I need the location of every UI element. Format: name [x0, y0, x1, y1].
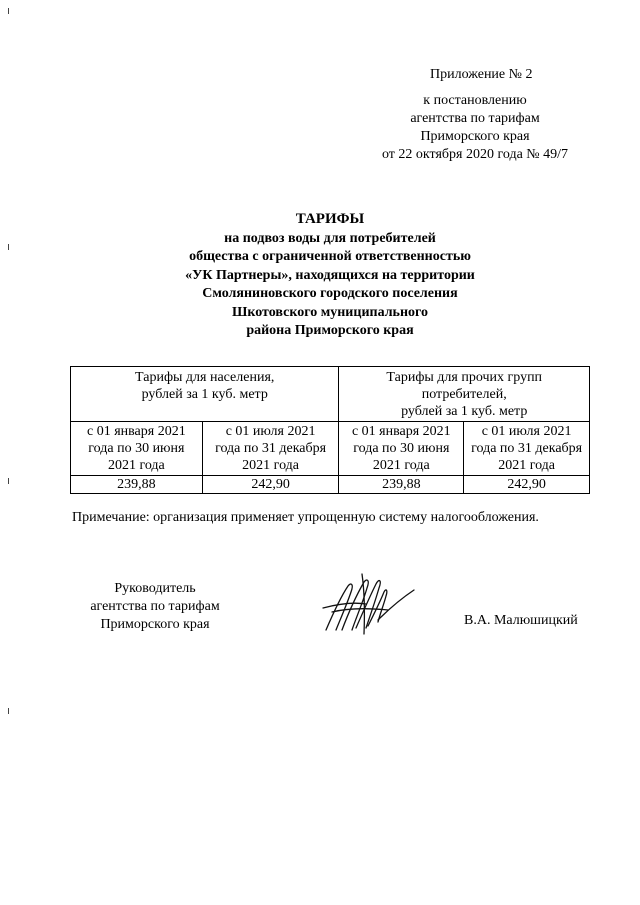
signer-position	[70, 580, 240, 634]
period-text: 2021 года	[242, 458, 299, 473]
signer-line: Руководитель	[114, 581, 196, 596]
table-period-row	[71, 422, 590, 476]
period-text: с 01 января 2021	[86, 424, 186, 439]
period-text: 2021 года	[498, 458, 556, 473]
heading-line: Смоляниновского городского поселения	[202, 286, 458, 301]
period-text: года по 30 июня	[353, 441, 450, 456]
signer-line: Приморского края	[100, 617, 210, 632]
heading-line: «УК Партнеры», находящихся на территории	[185, 267, 475, 283]
header-text: рублей за 1 куб. метр	[141, 387, 268, 402]
period-text: года по 31 декабря	[471, 441, 583, 456]
appendix-line: Приморского края	[420, 129, 530, 144]
heading-line: района Приморского края	[246, 323, 414, 338]
heading-line: общества с ограниченной ответственностью	[189, 249, 471, 264]
period-text: с 01 июля 2021	[481, 424, 572, 439]
header-text: Тарифы для прочих групп	[386, 370, 543, 385]
tariff-value: 242,90	[202, 476, 339, 494]
signer-name: В.А. Малюшицкий	[464, 613, 578, 628]
appendix-title: Приложение № 2	[430, 67, 533, 82]
period-cell	[202, 422, 339, 476]
tariff-value: 239,88	[71, 476, 203, 494]
heading-line: Шкотовского муниципального	[231, 304, 429, 320]
scan-mark	[8, 8, 9, 14]
appendix-line: к постановлению	[423, 93, 527, 108]
table-values-row	[71, 476, 590, 494]
header-other-groups	[339, 367, 590, 422]
period-cell	[71, 422, 203, 476]
period-text: года по 31 декабря	[215, 441, 327, 456]
signer-line: агентства по тарифам	[90, 599, 220, 614]
header-text: рублей за 1 куб. метр	[401, 404, 528, 419]
tariff-table	[70, 366, 590, 494]
scan-mark	[8, 244, 9, 250]
period-cell	[339, 422, 464, 476]
header-text: Тарифы для населения,	[135, 370, 275, 385]
handwritten-signature	[318, 568, 428, 638]
heading-title: ТАРИФЫ	[295, 211, 365, 227]
heading-line: на подвоз воды для потребителей	[224, 230, 436, 246]
scan-mark	[8, 708, 9, 714]
period-text: 2021 года	[372, 458, 430, 473]
header-population	[71, 367, 339, 422]
tariff-value: 239,88	[339, 476, 464, 494]
tariff-value: 242,90	[464, 476, 590, 494]
appendix-line: от 22 октября 2020 года № 49/7	[381, 147, 569, 162]
period-text: года по 30 июня	[88, 441, 185, 456]
scan-mark	[8, 478, 9, 484]
period-text: с 01 января 2021	[351, 424, 451, 439]
period-cell	[464, 422, 590, 476]
document-heading	[140, 210, 520, 341]
table-header-row	[71, 367, 590, 422]
note-text: Примечание: организация применяет упрощенную систему налогообложения.	[72, 510, 539, 525]
appendix-reference	[360, 92, 590, 164]
period-text: 2021 года	[107, 458, 165, 473]
appendix-line: агентства по тарифам	[410, 111, 540, 126]
period-text: с 01 июля 2021	[225, 424, 316, 439]
header-text: потребителей,	[421, 387, 507, 402]
